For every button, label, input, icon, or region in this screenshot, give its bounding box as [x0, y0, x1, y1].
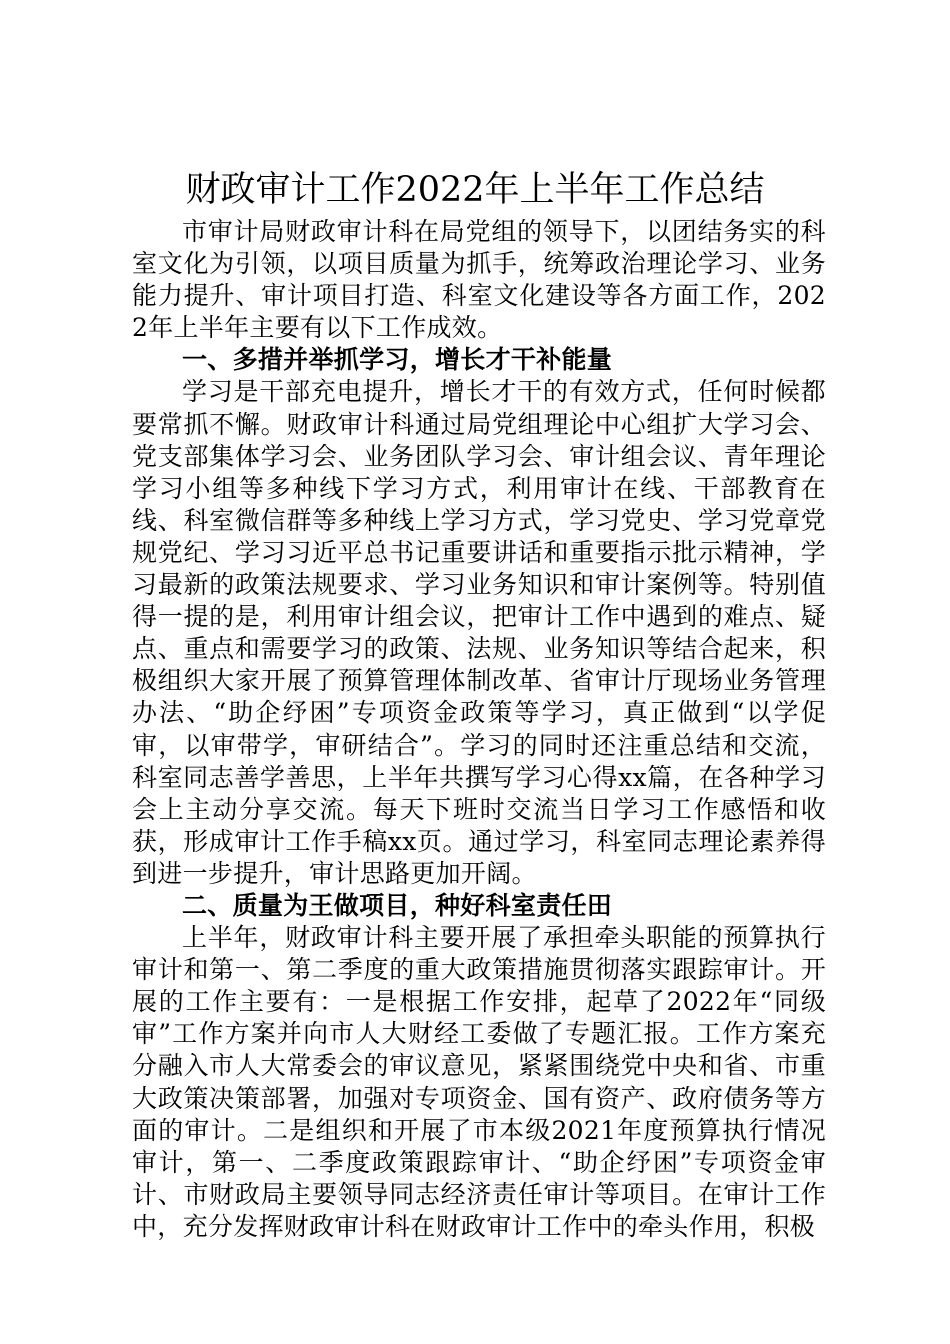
- intro-paragraph: 市审计局财政审计科在局党组的领导下，以团结务实的科室文化为引领，以项目质量为抓手，统筹政治理论学习、业务能力提升、审计项目打造、科室文化建设等各方面工作，2022年上半年主要有以下工作成效。: [132, 217, 826, 343]
- section-heading-2: 二、质量为王做项目，种好科室责任田: [182, 890, 613, 920]
- document-title: 财政审计工作2022年上半年工作总结: [185, 170, 765, 210]
- section-body-2: 上半年，财政审计科主要开展了承担牵头职能的预算执行审计和第一、第二季度的重大政策措施贯彻落实跟踪审计。开展的工作主要有：一是根据工作安排，起草了2022年“同级审”工作方案并向市人大财经工委做了专题汇报。工作方案充分融入市人大常委会的审议意见，紧紧围绕党中央和省、市重大政策决策部署，加强对专项资金、国有资产、政府债务等方面的审计。二是组织和开展了市本级2021年度预算执行情况审计，第一、二季度政策跟踪审计、“助企纾困”专项资金审计、市财政局主要领导同志经济责任审计等项目。在审计工作中，充分发挥财政审计科在财政审计工作中的牵头作用，积极: [132, 923, 826, 1241]
- document-body: [132, 216, 826, 1243]
- section-heading-1: 一、多措并举抓学习，增长才干补能量: [182, 345, 613, 375]
- section-body-1: 学习是干部充电提升，增长才干的有效方式，任何时候都要常抓不懈。财政审计科通过局党组理论中心组扩大学习会、党支部集体学习会、业务团队学习会、审计组会议、青年理论学习小组等多种线下学习方式，利用审计在线、干部教育在线、科室微信群等多种线上学习方式，学习党史、学习党章党规党纪、学习习近平总书记重要讲话和重要指示批示精神，学习最新的政策法规要求、学习业务知识和审计案例等。特别值得一提的是，利用审计组会议，把审计工作中遇到的难点、疑点、重点和需要学习的政策、法规、业务知识等结合起来，积极组织大家开展了预算管理体制改革、省审计厅现场业务管理办法、“助企纾困”专项资金政策等学习，真正做到“以学促审，以审带学，审研结合”。学习的同时还注重总结和交流，科室同志善学善思，上半年共撰写学习心得xx篇，在各种学习会上主动分享交流。每天下班时交流当日学习工作感悟和收获，形成审计工作手稿xx页。通过学习，科室同志理论素养得到进一步提升，审计思路更加开阔。: [132, 377, 826, 888]
